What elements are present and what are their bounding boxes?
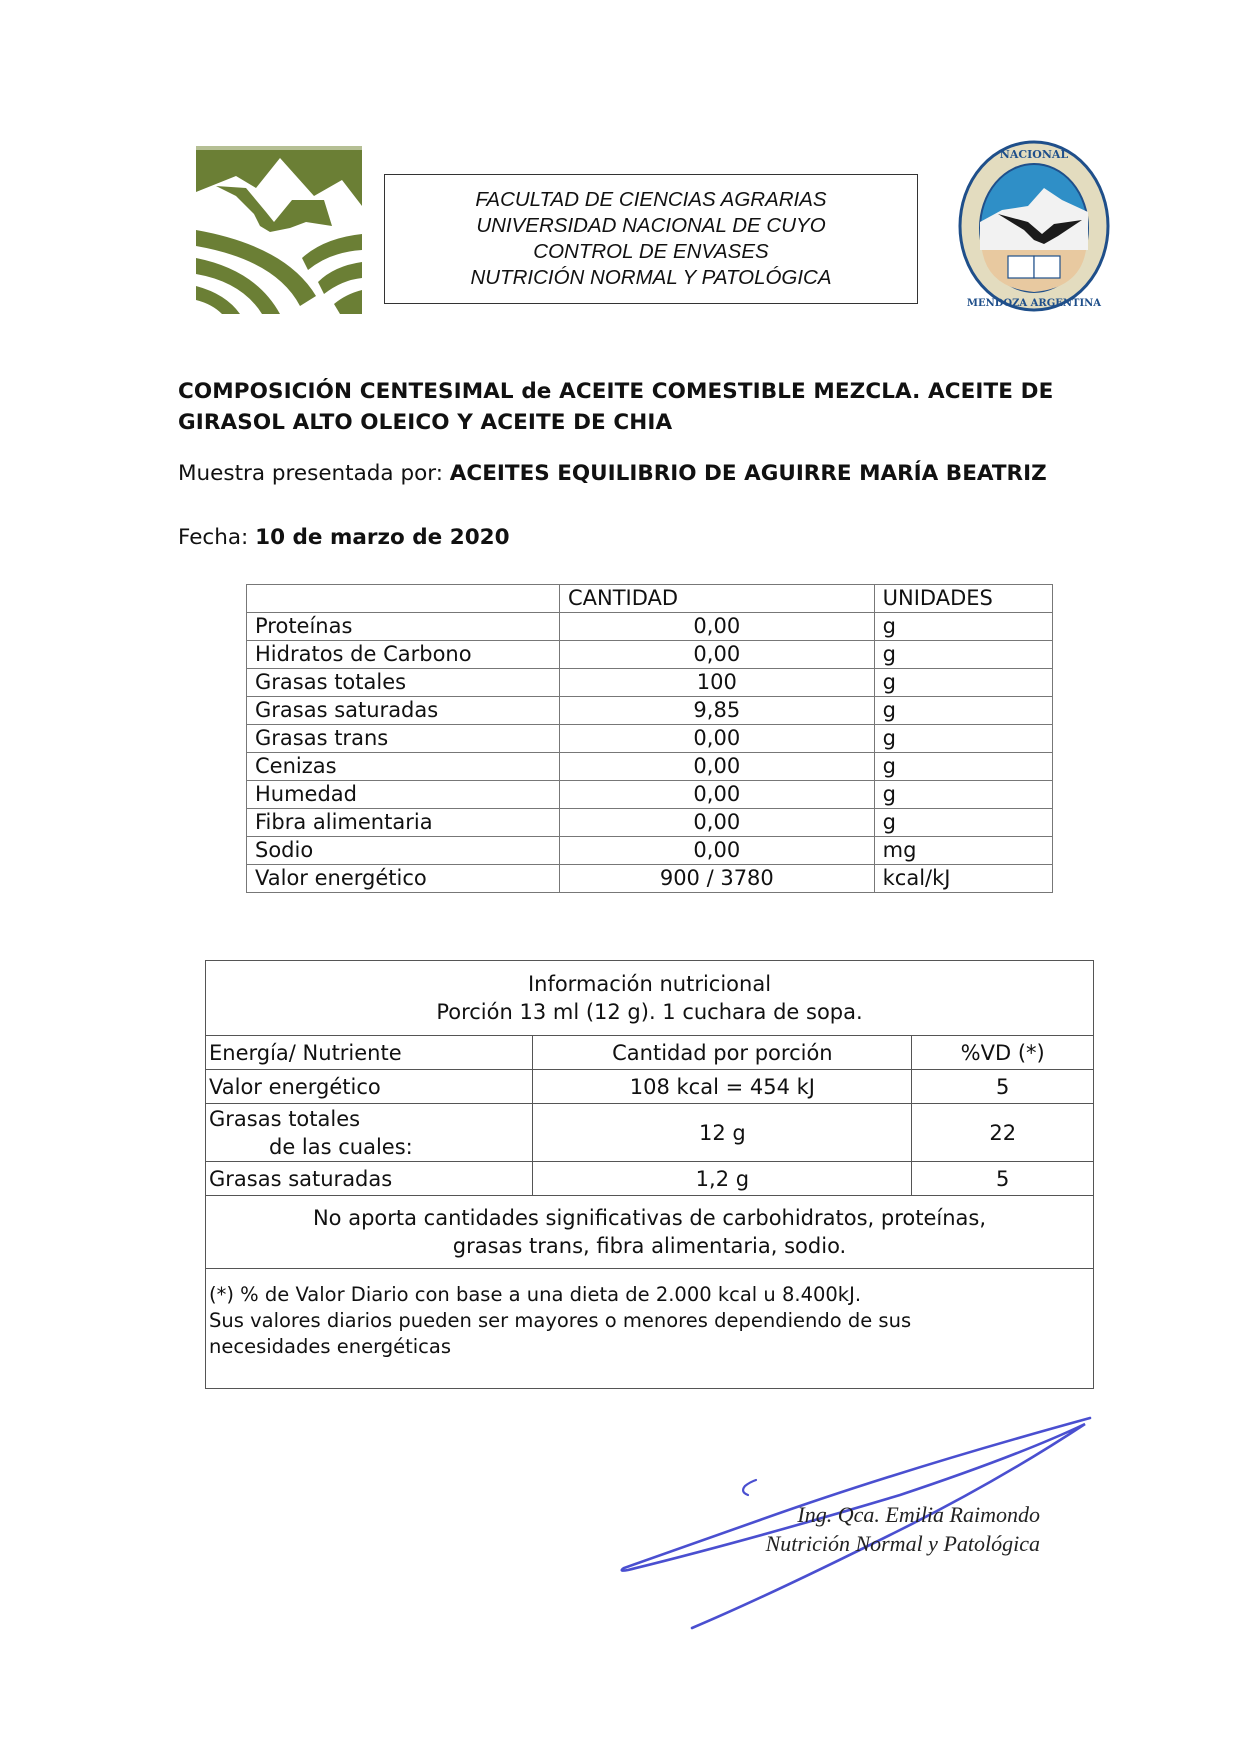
table-row: [247, 725, 1053, 753]
nutrition-info-table: [205, 960, 1094, 1389]
row-amount: 0,00: [559, 753, 874, 781]
sample-value: ACEITES EQUILIBRIO DE AGUIRRE MARÍA BEATRIZ: [449, 461, 1047, 486]
table-row: [206, 1162, 1094, 1196]
date-value: 10 de marzo de 2020: [255, 525, 510, 550]
date-label: Fecha:: [178, 525, 249, 550]
row-label: Grasas saturadas: [247, 697, 560, 725]
row-label: Cenizas: [247, 753, 560, 781]
row-unit: mg: [874, 837, 1052, 865]
svg-text:NACIONAL: NACIONAL: [999, 148, 1069, 161]
sample-label: Muestra presentada por:: [178, 461, 443, 486]
table-row: [206, 1070, 1094, 1104]
row-unit: g: [874, 669, 1052, 697]
svg-text:MENDOZA ARGENTINA: MENDOZA ARGENTINA: [966, 298, 1102, 309]
row-amount: 100: [559, 669, 874, 697]
date-info: [178, 522, 510, 553]
row-nutrient-sub: de las cuales:: [269, 1134, 413, 1159]
university-seal: [958, 140, 1110, 312]
table-row: [247, 669, 1053, 697]
row-label: Valor energético: [247, 865, 560, 893]
header-unidades: UNIDADES: [874, 585, 1052, 613]
sample-info: [178, 458, 1138, 489]
signer-name: Ing. Qca. Emilia Raimondo: [797, 1502, 1040, 1527]
row-label: Hidratos de Carbono: [247, 641, 560, 669]
nutrition-title-cell: [206, 961, 1094, 1036]
row-unit: g: [874, 613, 1052, 641]
row-label: Grasas trans: [247, 725, 560, 753]
table-row: [247, 809, 1053, 837]
row-amount: 0,00: [559, 725, 874, 753]
note-line-2: grasas trans, fibra alimentaria, sodio.: [452, 1234, 847, 1258]
row-amount: 1,2 g: [533, 1162, 912, 1196]
row-vd: 5: [912, 1162, 1094, 1196]
composition-header-row: [247, 585, 1053, 613]
row-amount: 0,00: [559, 781, 874, 809]
header-line-university: UNIVERSIDAD NACIONAL DE CUYO: [476, 214, 826, 237]
note-line-1: No aporta cantidades significativas de carbohidratos, proteínas,: [312, 1206, 987, 1230]
mountains-condor-fields-icon: [196, 146, 362, 314]
row-nutrient: Valor energético: [206, 1070, 533, 1104]
row-unit: g: [874, 697, 1052, 725]
row-amount: 900 / 3780: [559, 865, 874, 893]
footnote-line-3: necesidades energéticas: [209, 1335, 452, 1358]
nutrition-footnote-row: [206, 1269, 1094, 1389]
signer-role: Nutrición Normal y Patológica: [765, 1531, 1040, 1556]
header-cantidad: CANTIDAD: [559, 585, 874, 613]
header-nutrient: Energía/ Nutriente: [206, 1036, 533, 1070]
nutrition-title: Información nutricional: [527, 972, 772, 996]
table-row: [247, 865, 1053, 893]
university-seal-icon: [958, 140, 1110, 312]
institution-header-box: [384, 174, 918, 304]
table-row: [247, 753, 1053, 781]
row-nutrient: Grasas totales: [209, 1106, 361, 1131]
table-row: [247, 837, 1053, 865]
row-amount: 9,85: [559, 697, 874, 725]
row-label: Humedad: [247, 781, 560, 809]
row-label: Fibra alimentaria: [247, 809, 560, 837]
row-unit: kcal/kJ: [874, 865, 1052, 893]
footnote-cell: [206, 1269, 1094, 1389]
row-label: Grasas totales: [247, 669, 560, 697]
header-line-department: CONTROL DE ENVASES: [533, 240, 769, 263]
composition-table: [246, 584, 1053, 893]
row-unit: g: [874, 641, 1052, 669]
footnote-line-1: (*) % de Valor Diario con base a una dieta de 2.000 kcal u 8.400kJ.: [209, 1283, 862, 1306]
row-amount: 0,00: [559, 613, 874, 641]
header-empty: [247, 585, 560, 613]
nutrition-portion: Porción 13 ml (12 g). 1 cuchara de sopa.: [436, 1000, 863, 1024]
table-row: [247, 613, 1053, 641]
row-amount: 0,00: [559, 641, 874, 669]
row-amount: 108 kcal = 454 kJ: [533, 1070, 912, 1104]
header-amount-per-portion: Cantidad por porción: [533, 1036, 912, 1070]
row-label: Sodio: [247, 837, 560, 865]
header-vd: %VD (*): [912, 1036, 1094, 1070]
row-unit: g: [874, 809, 1052, 837]
nutrition-header-row: [206, 1036, 1094, 1070]
row-amount: 0,00: [559, 837, 874, 865]
nutrition-title-row: [206, 961, 1094, 1036]
row-amount: 0,00: [559, 809, 874, 837]
signature-block: [690, 1500, 1040, 1558]
table-row: [206, 1104, 1094, 1162]
table-row: [247, 697, 1053, 725]
table-row: [247, 781, 1053, 809]
document-title: COMPOSICIÓN CENTESIMAL de ACEITE COMESTIBLE MEZCLA. ACEITE DE GIRASOL ALTO OLEICO Y ACEITE DE CHIA: [178, 379, 1054, 435]
footnote-line-2: Sus valores diarios pueden ser mayores o menores dependiendo de sus: [209, 1309, 912, 1332]
row-vd: 5: [912, 1070, 1094, 1104]
row-nutrient-cell: [206, 1104, 533, 1162]
header-line-area: NUTRICIÓN NORMAL Y PATOLÓGICA: [470, 266, 832, 289]
facultad-logo: [196, 146, 362, 314]
table-row: [247, 641, 1053, 669]
header-line-faculty: FACULTAD DE CIENCIAS AGRARIAS: [475, 188, 827, 211]
row-unit: g: [874, 781, 1052, 809]
nutrition-note-cell: [206, 1196, 1094, 1269]
row-nutrient: Grasas saturadas: [206, 1162, 533, 1196]
nutrition-note-row: [206, 1196, 1094, 1269]
row-label: Proteínas: [247, 613, 560, 641]
row-amount: 12 g: [533, 1104, 912, 1162]
row-unit: g: [874, 725, 1052, 753]
row-unit: g: [874, 753, 1052, 781]
row-vd: 22: [912, 1104, 1094, 1162]
